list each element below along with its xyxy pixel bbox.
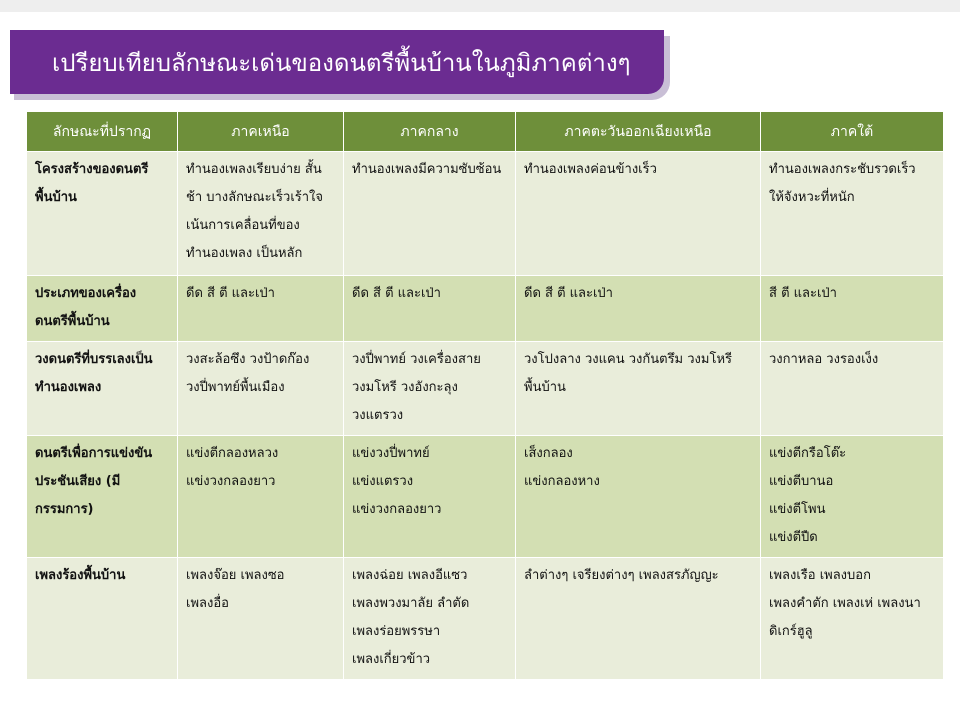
cell-line: วงปี่พาทย์ วงเครื่องสาย — [352, 352, 481, 367]
header-northeast: ภาคตะวันออกเฉียงเหนือ — [516, 112, 761, 152]
table-row — [27, 436, 944, 558]
comparison-table — [26, 111, 944, 680]
cell-central — [344, 436, 516, 558]
cell-north — [178, 152, 344, 276]
cell-line: แข่งวงกลองยาว — [352, 502, 442, 517]
row-header-line: พื้นบ้าน — [35, 190, 77, 205]
cell-line: แข่งตีบานอ — [769, 474, 834, 489]
row-header-cell — [27, 342, 178, 436]
cell-north — [178, 342, 344, 436]
cell-south — [761, 558, 944, 680]
cell-line: แข่งวงกลองยาว — [186, 474, 276, 489]
cell-central — [344, 558, 516, 680]
cell-north — [178, 276, 344, 342]
header-central: ภาคกลาง — [344, 112, 516, 152]
title-banner — [10, 30, 664, 94]
cell-line: ดิเกร์ฮูลู — [769, 624, 813, 639]
cell-line: วงแตรวง — [352, 408, 404, 423]
cell-line: ลำต่างๆ เจรียงต่างๆ เพลงสรภัญญะ — [524, 568, 719, 583]
cell-line: แข่งตีกลองหลวง — [186, 446, 279, 461]
row-header-line: วงดนตรีที่บรรเลงเป็น — [35, 352, 153, 367]
cell-line: ทำนองเพลงเรียบง่าย สั้น — [186, 162, 322, 177]
cell-line: แข่งตีโพน — [769, 502, 826, 517]
cell-line: แข่งตีกรือโต๊ะ — [769, 446, 847, 461]
row-header-line: ทำนองเพลง — [35, 380, 102, 395]
cell-northeast — [516, 152, 761, 276]
cell-north — [178, 436, 344, 558]
row-header-cell — [27, 436, 178, 558]
row-header-line: ดนตรีเพื่อการแข่งขัน — [35, 446, 153, 461]
row-header-line: เพลงร้องพื้นบ้าน — [35, 568, 126, 583]
table-row — [27, 152, 944, 276]
cell-line: เพลงคำตัก เพลงเห่ เพลงนา — [769, 596, 921, 611]
cell-line: วงโปงลาง วงแคน วงกันตรึม วงมโหรี — [524, 352, 732, 367]
row-header-cell — [27, 152, 178, 276]
cell-line: วงปี่พาทย์พื้นเมือง — [186, 380, 285, 395]
cell-line: ช้า บางลักษณะเร็วเร้าใจ — [186, 190, 324, 205]
cell-line: แข่งแตรวง — [352, 474, 414, 489]
cell-line: เพลงอื่อ — [186, 596, 229, 611]
table-row — [27, 276, 944, 342]
row-header-line: ดนตรีพื้นบ้าน — [35, 314, 110, 329]
row-header-line: โครงสร้างของดนตรี — [35, 162, 149, 177]
cell-line: ทำนองเพลงค่อนข้างเร็ว — [524, 162, 657, 177]
cell-south — [761, 342, 944, 436]
cell-central — [344, 342, 516, 436]
row-header-line: ประเภทของเครื่อง — [35, 286, 137, 301]
row-header-line: กรรมการ) — [35, 502, 94, 517]
cell-line: เพลงเรือ เพลงบอก — [769, 568, 871, 583]
cell-south — [761, 276, 944, 342]
cell-northeast — [516, 436, 761, 558]
cell-line: ทำนองเพลงมีความซับซ้อน — [352, 162, 502, 177]
header-north: ภาคเหนือ — [178, 112, 344, 152]
cell-north — [178, 558, 344, 680]
cell-northeast — [516, 276, 761, 342]
cell-line: แข่งกลองหาง — [524, 474, 600, 489]
cell-line: ดีด สี ตี และเป่า — [186, 286, 275, 301]
cell-northeast — [516, 558, 761, 680]
cell-line: ดีด สี ตี และเป่า — [524, 286, 613, 301]
cell-line: ให้จังหวะที่หนัก — [769, 190, 855, 205]
row-header-cell — [27, 276, 178, 342]
cell-line: เส็งกลอง — [524, 446, 573, 461]
cell-line: ทำนองเพลง เป็นหลัก — [186, 246, 303, 261]
cell-line: วงสะล้อซึง วงป้าดก๊อง — [186, 352, 310, 367]
cell-line: วงกาหลอ วงรองเง็ง — [769, 352, 879, 367]
row-header-cell — [27, 558, 178, 680]
cell-line: เน้นการเคลื่อนที่ของ — [186, 218, 300, 233]
cell-line: แข่งตีปืด — [769, 530, 818, 545]
header-characteristic: ลักษณะที่ปรากฏ — [27, 112, 178, 152]
top-strip — [0, 0, 960, 12]
cell-line: แข่งวงปี่พาทย์ — [352, 446, 430, 461]
cell-south — [761, 152, 944, 276]
cell-line: สี ตี และเป่า — [769, 286, 837, 301]
cell-line: ดีด สี ตี และเป่า — [352, 286, 441, 301]
header-south: ภาคใต้ — [761, 112, 944, 152]
table-row — [27, 342, 944, 436]
cell-northeast — [516, 342, 761, 436]
table-row — [27, 558, 944, 680]
table-header-row — [27, 112, 944, 152]
cell-line: เพลงฉ่อย เพลงอีแซว — [352, 568, 468, 583]
cell-line: เพลงจ๊อย เพลงซอ — [186, 568, 285, 583]
cell-central — [344, 152, 516, 276]
cell-line: เพลงร่อยพรรษา — [352, 624, 441, 639]
cell-line: วงมโหรี วงอังกะลุง — [352, 380, 458, 395]
cell-central — [344, 276, 516, 342]
cell-south — [761, 436, 944, 558]
cell-line: ทำนองเพลงกระชับรวดเร็ว — [769, 162, 916, 177]
cell-line: เพลงพวงมาลัย ลำตัด — [352, 596, 470, 611]
row-header-line: ประชันเสียง (มี — [35, 474, 121, 489]
cell-line: เพลงเกี่ยวข้าว — [352, 652, 431, 667]
page-title: เปรียบเทียบลักษณะเด่นของดนตรีพื้นบ้านในภูมิภาคต่างๆ — [52, 48, 631, 77]
cell-line: พื้นบ้าน — [524, 380, 566, 395]
